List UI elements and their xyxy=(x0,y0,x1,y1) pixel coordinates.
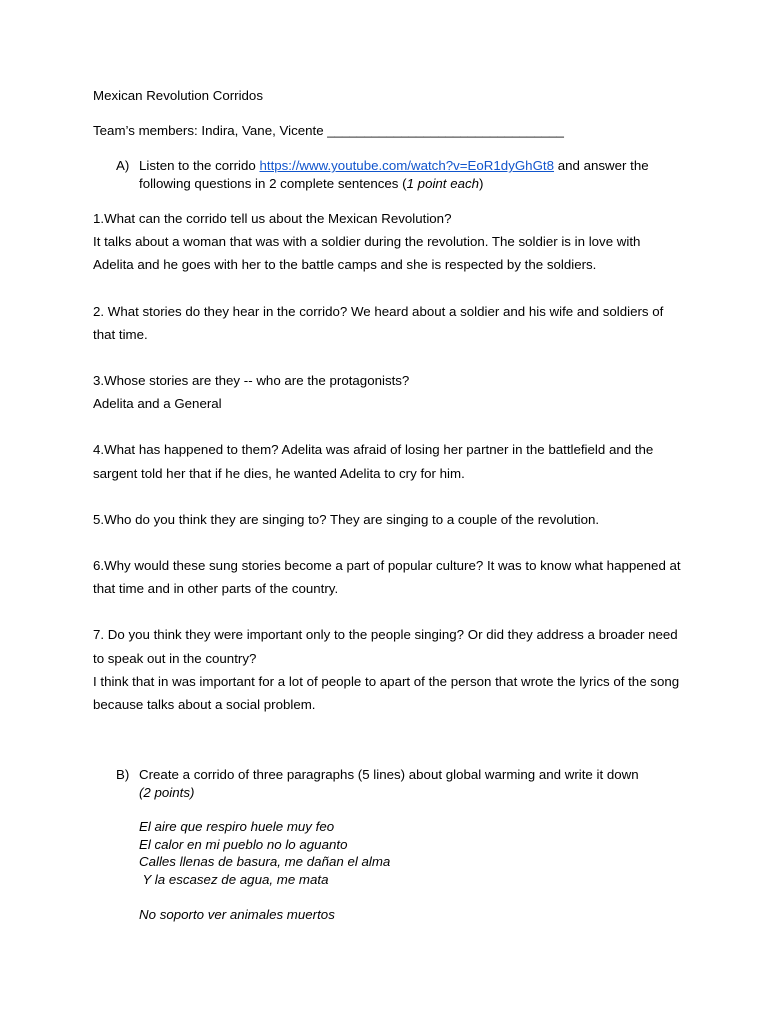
section-a-points: 1 point each xyxy=(406,175,480,191)
poem-stanza-2 xyxy=(93,906,683,924)
question-3: 3.Whose stories are they -- who are the protagonists? xyxy=(93,373,410,389)
section-a-closing: ) xyxy=(479,175,484,191)
section-b-points: (2 points) xyxy=(139,784,195,800)
section-a-instructions xyxy=(93,157,683,192)
poem-line: El calor en mi pueblo no lo aguanto xyxy=(139,836,348,852)
question-block-4 xyxy=(93,438,683,484)
document-page xyxy=(93,86,683,924)
poem-line: Y la escasez de agua, me mata xyxy=(139,871,329,887)
section-a-marker: A) xyxy=(116,158,130,173)
corrido-video-link[interactable]: https://www.youtube.com/watch?v=EoR1dyGhGt8 xyxy=(259,158,555,173)
answer-1: It talks about a woman that was with a soldier during the revolution. The soldier is in love with Adelita and he goes with her to the battle camps and she is respected by the soldiers. xyxy=(93,234,641,273)
question-block-6 xyxy=(93,554,683,600)
question-block-3 xyxy=(93,369,683,415)
question-answer-6: 6.Why would these sung stories become a part of popular culture? It was to know what happened at that time and in other parts of the country. xyxy=(93,558,681,597)
poem-line: Calles llenas de basura, me dañan el alma xyxy=(139,854,391,870)
question-answer-2: 2. What stories do they hear in the corrido? We heard about a soldier and his wife and soldiers of that time. xyxy=(93,303,664,342)
section-a-text-before-link: Listen to the corrido xyxy=(139,158,260,173)
team-members-line: Team’s members: Indira, Vane, Vicente ________________________________ xyxy=(93,123,564,138)
section-b-instructions xyxy=(93,766,683,801)
question-answer-4: 4.What has happened to them? Adelita was afraid of losing her partner in the battlefield and the sargent told her that if he dies, he wanted Adelita to cry for him. xyxy=(93,442,654,481)
question-block-5 xyxy=(93,508,683,531)
section-b-marker: B) xyxy=(116,767,130,783)
answer-7: I think that in was important for a lot of people to apart of the person that wrote the lyrics of the song because talks about a social problem. xyxy=(93,673,680,713)
question-block-7 xyxy=(93,623,683,716)
question-1: 1.What can the corrido tell us about the Mexican Revolution? xyxy=(93,211,452,226)
section-a-text-after-link: and answer the following questions in 2 complete sentences ( xyxy=(139,158,649,191)
poem-line: El aire que respiro huele muy feo xyxy=(139,819,335,835)
document-title: Mexican Revolution Corridos xyxy=(93,88,263,103)
question-block-2 xyxy=(93,300,683,346)
section-b-text: Create a corrido of three paragraphs (5 lines) about global warming and write it down xyxy=(139,767,639,783)
answer-3: Adelita and a General xyxy=(93,396,222,412)
poem-line: No soporto ver animales muertos xyxy=(139,907,335,923)
poem-stanza-1 xyxy=(93,818,683,888)
question-answer-5: 5.Who do you think they are singing to? They are singing to a couple of the revolution. xyxy=(93,511,600,527)
question-7: 7. Do you think they were important only to the people singing? Or did they address a broader need to speak out in the country? xyxy=(93,627,678,666)
question-block-1 xyxy=(93,207,683,277)
